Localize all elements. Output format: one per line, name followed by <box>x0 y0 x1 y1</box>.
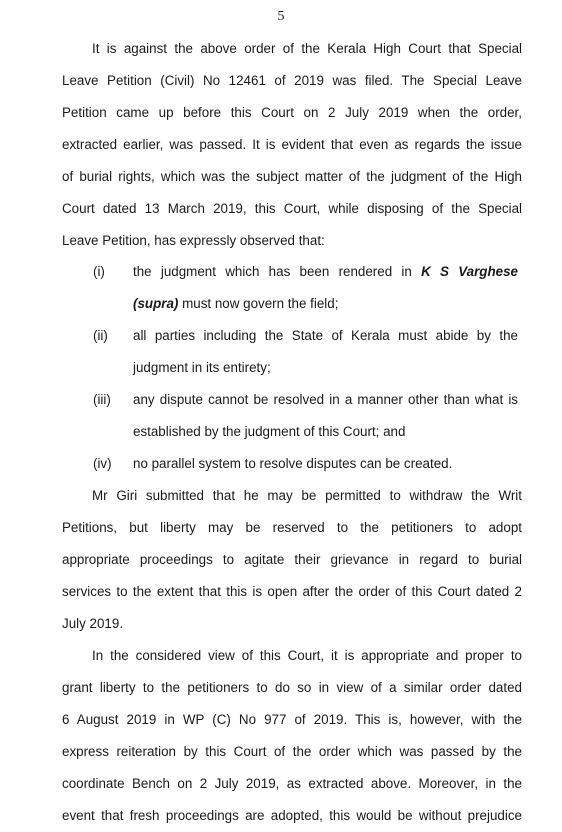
paragraph-2-line: appropriate proceedings to agitate their grievance in regard to burial <box>62 552 522 567</box>
paragraph-3-line: coordinate Bench on 2 July 2019, as extracted above. Moreover, in the <box>62 776 522 791</box>
list-item-line: any dispute cannot be resolved in a manner other than what is <box>133 392 518 407</box>
list-item-line: established by the judgment of this Court; and <box>133 424 406 439</box>
paragraph-1-line: of burial rights, which was the subject matter of the judgment of the High <box>62 169 522 184</box>
list-item-number: (ii) <box>93 328 108 343</box>
page-number: 5 <box>277 9 285 24</box>
paragraph-1-line: Petition came up before this Court on 2 July 2019 when the order, <box>62 105 522 120</box>
paragraph-1-line: Leave Petition, has expressly observed that: <box>62 233 325 248</box>
list-item-line: no parallel system to resolve disputes can be created. <box>133 456 453 471</box>
list-item-line: judgment in its entirety; <box>133 360 271 375</box>
case-name-bold: K S Varghese <box>421 264 518 279</box>
paragraph-3-line: In the considered view of this Court, it is appropriate and proper to <box>92 648 522 663</box>
list-item-number: (iv) <box>93 456 112 471</box>
paragraph-2-line: July 2019. <box>62 616 124 631</box>
list-item-text: must now govern the field; <box>178 296 339 311</box>
list-item-line <box>133 262 518 282</box>
list-item-number: (i) <box>93 264 105 279</box>
case-citation-bold: (supra) <box>133 296 179 311</box>
paragraph-3-line: grant liberty to the petitioners to do so in view of a similar order dated <box>62 680 522 695</box>
paragraph-2-line: services to the extent that this is open after the order of this Court dated 2 <box>62 584 522 599</box>
paragraph-1-line: extracted earlier, was passed. It is evident that even as regards the issue <box>62 137 522 152</box>
paragraph-1-line: It is against the above order of the Kerala High Court that Special <box>92 41 522 56</box>
list-item-line: all parties including the State of Kerala must abide by the <box>133 328 518 343</box>
list-item-line <box>133 294 518 314</box>
paragraph-2-line: Petitions, but liberty may be reserved to the petitioners to adopt <box>62 520 522 535</box>
paragraph-3-line: express reiteration by this Court of the order which was passed by the <box>62 744 522 759</box>
paragraph-2-line: Mr Giri submitted that he may be permitted to withdraw the Writ <box>92 488 522 503</box>
paragraph-3-line: 6 August 2019 in WP (C) No 977 of 2019. This is, however, with the <box>62 712 522 727</box>
list-item-text: the judgment which has been rendered in <box>133 264 422 279</box>
paragraph-1-line: Leave Petition (Civil) No 12461 of 2019 was filed. The Special Leave <box>62 73 522 88</box>
list-item-number: (iii) <box>93 392 111 407</box>
paragraph-1-line: Court dated 13 March 2019, this Court, while disposing of the Special <box>62 201 522 216</box>
paragraph-3-line: event that fresh proceedings are adopted, this would be without prejudice <box>62 808 522 823</box>
